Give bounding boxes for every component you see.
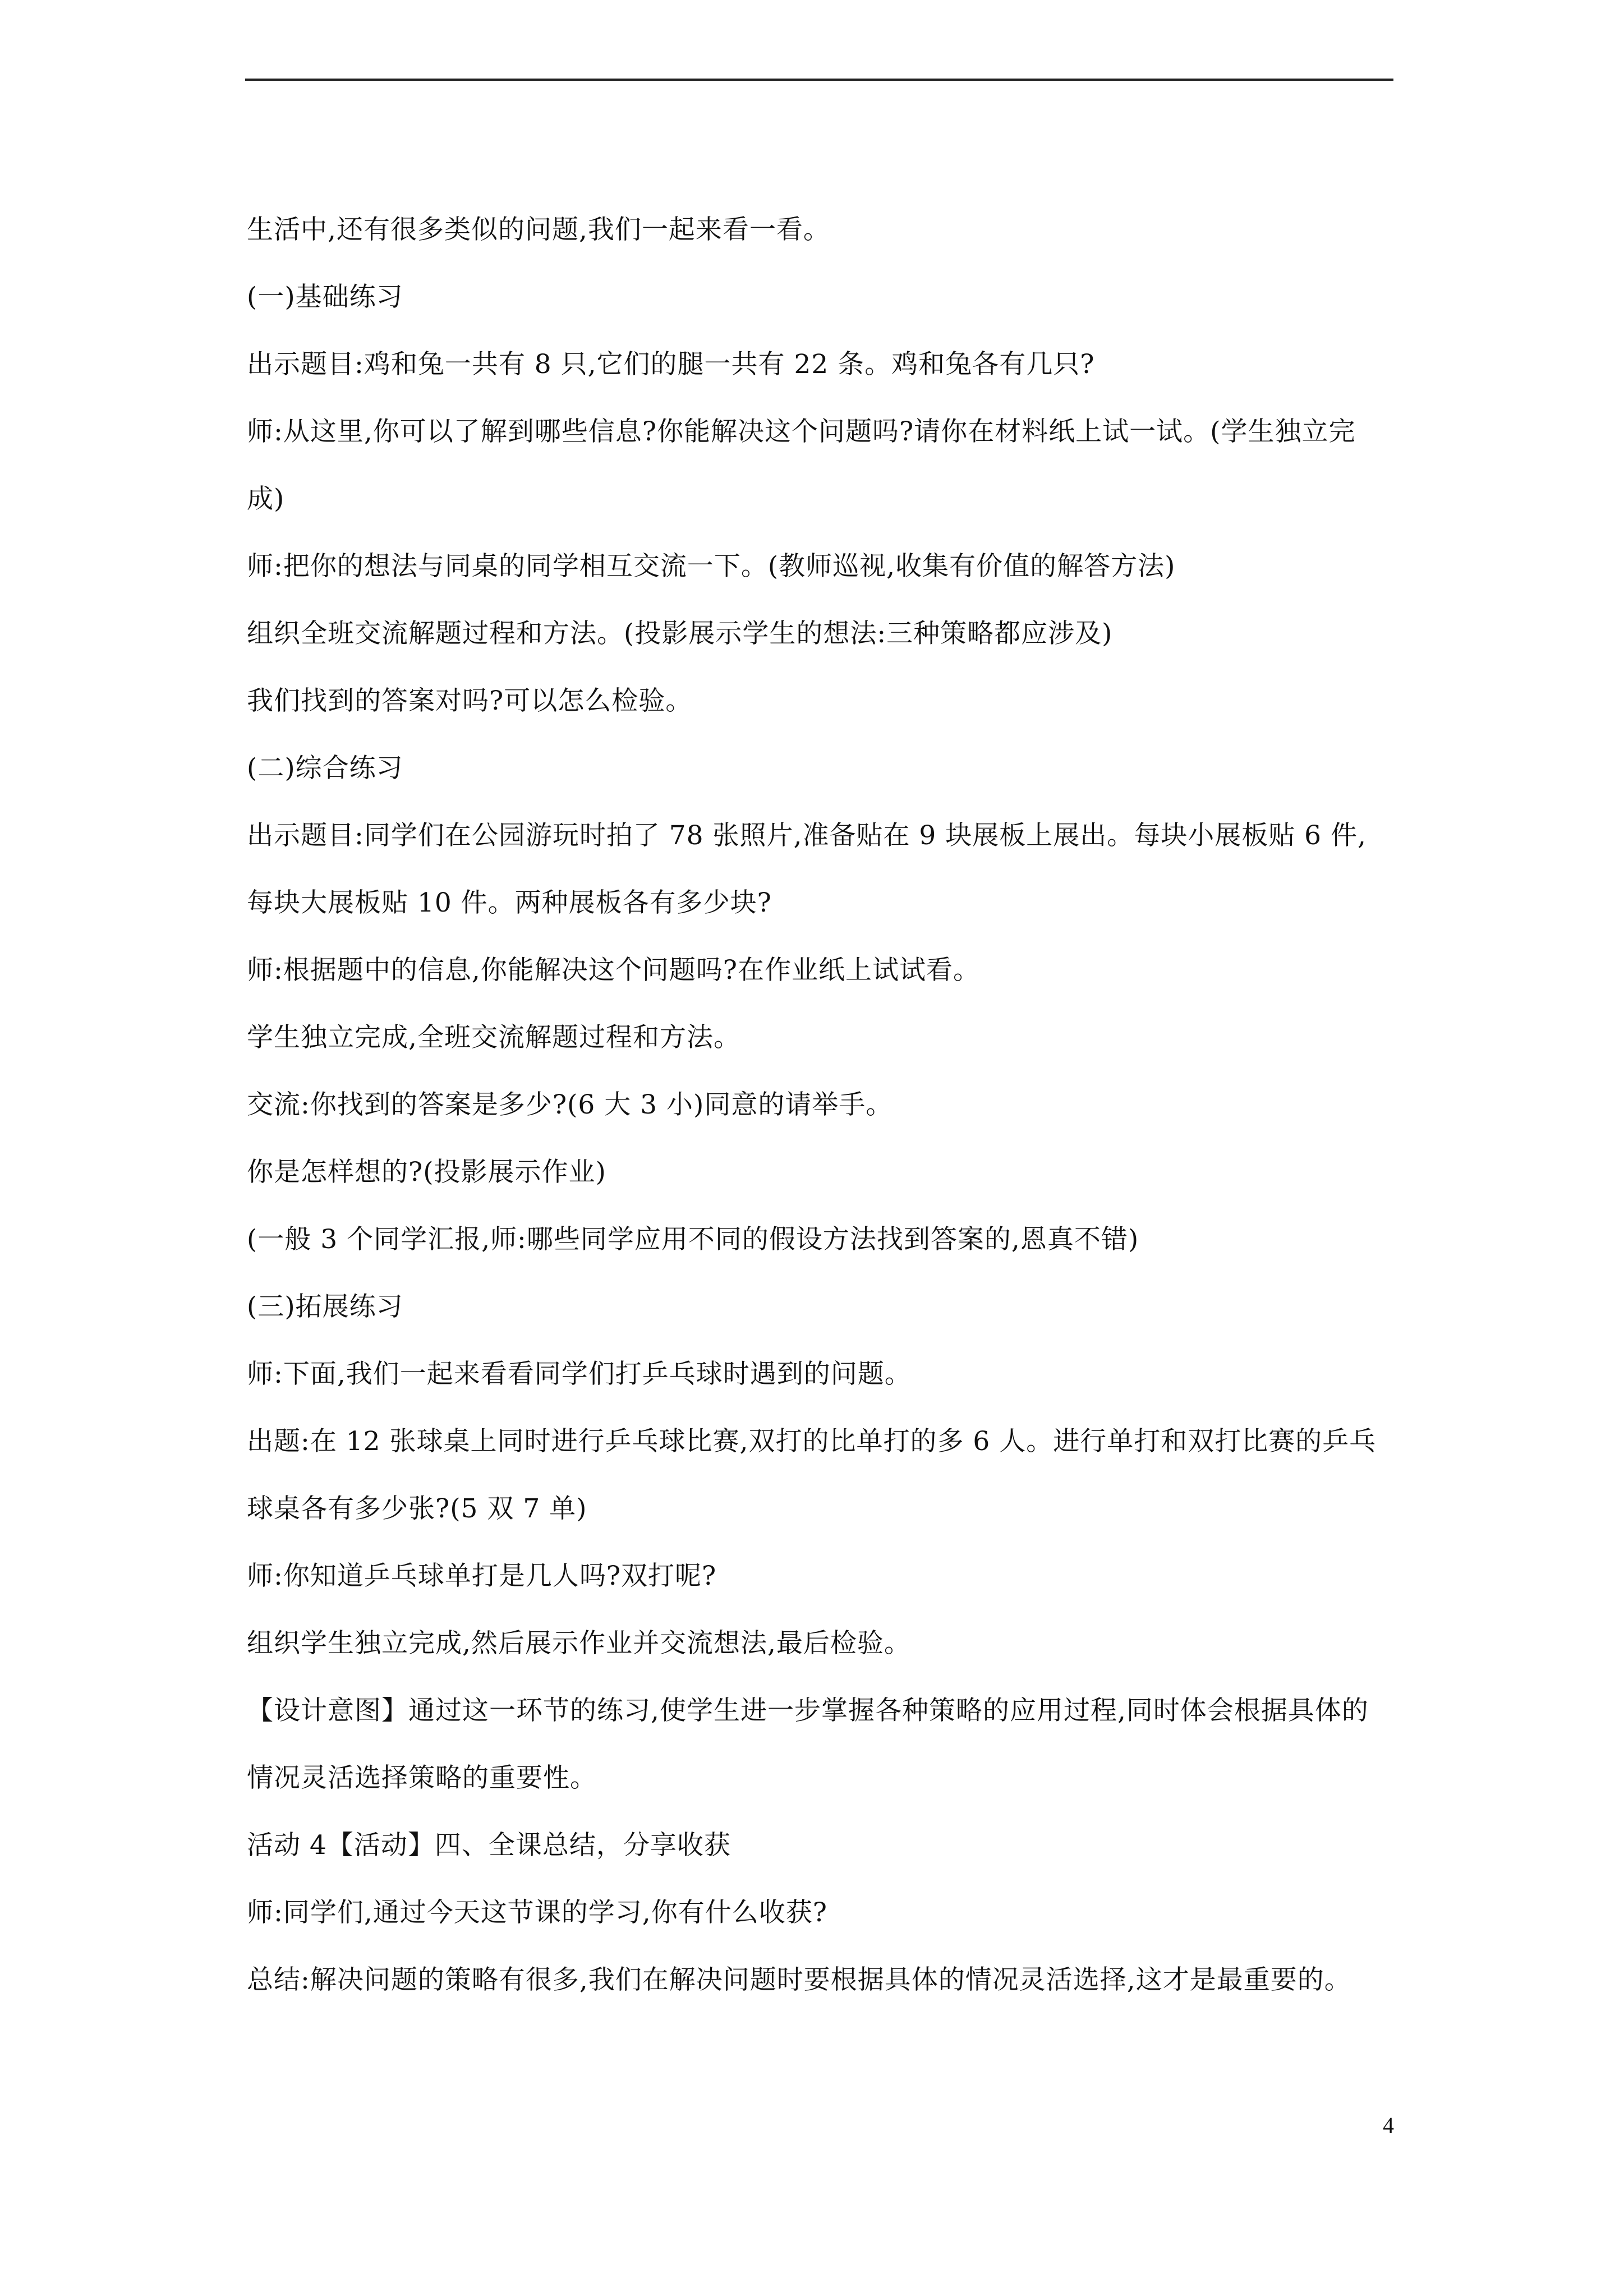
paragraph: 学生独立完成,全班交流解题过程和方法。 bbox=[247, 1022, 740, 1053]
paragraph: 师:从这里,你可以了解到哪些信息?你能解决这个问题吗?请你在材料纸上试一试。(学生独立完成) bbox=[247, 416, 1356, 514]
paragraph: 出示题目:鸡和兔一共有 8 只,它们的腿一共有 22 条。鸡和兔各有几只? bbox=[247, 349, 1095, 380]
section-heading: (二)综合练习 bbox=[247, 753, 403, 784]
paragraph: 师:下面,我们一起来看看同学们打乒乓球时遇到的问题。 bbox=[247, 1359, 912, 1389]
paragraph: 组织全班交流解题过程和方法。(投影展示学生的想法:三种策略都应涉及) bbox=[247, 618, 1113, 649]
paragraph: 我们找到的答案对吗?可以怎么检验。 bbox=[247, 685, 693, 716]
paragraph: 师:根据题中的信息,你能解决这个问题吗?在作业纸上试试看。 bbox=[247, 955, 980, 986]
document-body bbox=[247, 196, 1391, 2014]
paragraph: 总结:解决问题的策略有很多,我们在解决问题时要根据具体的情况灵活选择,这才是最重要的。 bbox=[247, 1964, 1351, 1995]
paragraph: 出示题目:同学们在公园游玩时拍了 78 张照片,准备贴在 9 块展板上展出。每块小展板贴 6 件,每块大展板贴 10 件。两种展板各有多少块? bbox=[247, 820, 1367, 918]
section-heading: (三)拓展练习 bbox=[247, 1291, 403, 1322]
section-heading: (一)基础练习 bbox=[247, 282, 403, 312]
design-intent-paragraph: 【设计意图】通过这一环节的练习,使学生进一步掌握各种策略的应用过程,同时体会根据具体的情况灵活选择策略的重要性。 bbox=[247, 1695, 1369, 1793]
activity-heading: 活动 4【活动】四、全课总结，分享收获 bbox=[247, 1830, 731, 1861]
paragraph: 你是怎样想的?(投影展示作业) bbox=[247, 1157, 606, 1188]
paragraph: 师:同学们,通过今天这节课的学习,你有什么收获? bbox=[247, 1897, 827, 1928]
paragraph: 师:你知道乒乓球单打是几人吗?双打呢? bbox=[247, 1561, 717, 1591]
header-rule bbox=[245, 79, 1393, 81]
paragraph: 组织学生独立完成,然后展示作业并交流想法,最后检验。 bbox=[247, 1628, 911, 1659]
paragraph: 生活中,还有很多类似的问题,我们一起来看一看。 bbox=[247, 214, 830, 245]
page-number: 4 bbox=[1383, 2113, 1394, 2138]
paragraph: (一般 3 个同学汇报,师:哪些同学应用不同的假设方法找到答案的,恩真不错) bbox=[247, 1224, 1139, 1255]
paragraph: 交流:你找到的答案是多少?(6 大 3 小)同意的请举手。 bbox=[247, 1089, 893, 1120]
paragraph: 出题:在 12 张球桌上同时进行乒乓球比赛,双打的比单打的多 6 人。进行单打和双打比赛的乒乓球桌各有多少张?(5 双 7 单) bbox=[247, 1426, 1377, 1524]
paragraph: 师:把你的想法与同桌的同学相互交流一下。(教师巡视,收集有价值的解答方法) bbox=[247, 551, 1176, 582]
